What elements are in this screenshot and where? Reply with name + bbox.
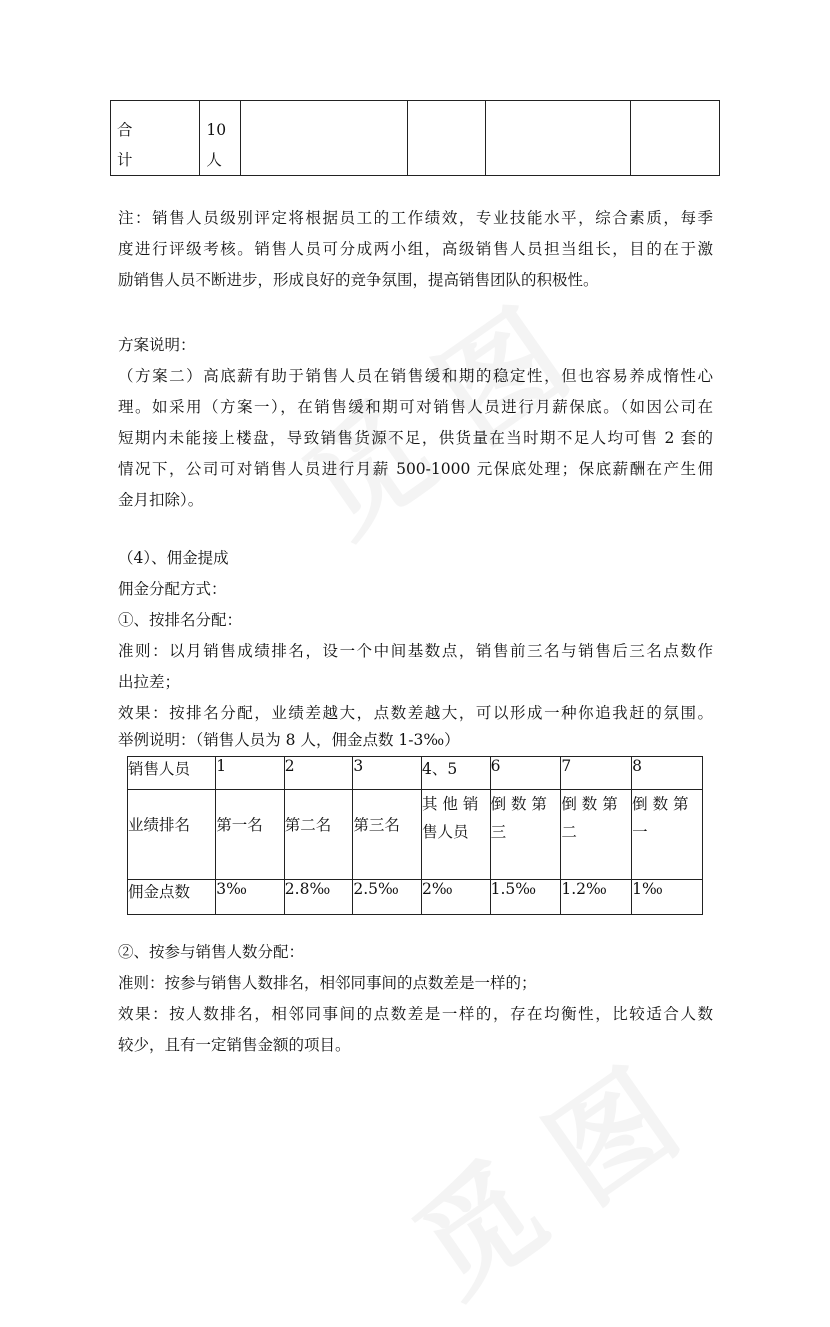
rank-effect: 效果：按排名分配，业绩差越大，点数差越大，可以形成一种你追我赶的氛围。 <box>118 704 713 722</box>
cell-line: 倒 数 第 <box>632 795 689 813</box>
note-paragraph <box>118 203 713 296</box>
table-cell: 3 <box>353 757 422 790</box>
cell-line: 二 <box>561 823 577 841</box>
count-section <box>118 937 713 1061</box>
cell-line: 倒 数 第 <box>490 795 547 813</box>
rank-rule-line: 出拉差； <box>118 673 181 691</box>
table-row <box>111 101 720 176</box>
table-cell <box>200 101 241 176</box>
section-title: （4）、佣金提成 <box>118 549 229 567</box>
cell-line: 三 <box>490 823 507 841</box>
table-cell: 1.5‰ <box>490 880 561 915</box>
cell-line: 一 <box>632 823 648 841</box>
table-cell: 业绩排名 <box>128 790 216 880</box>
table-cell: 2.5‰ <box>353 880 422 915</box>
plan-line: 理。如采用（方案一），在销售缓和期可对销售人员进行月薪保底。（如因公司在 <box>118 398 713 416</box>
plan-line: 情况下，公司可对销售人员进行月薪 500-1000 元保底处理；保底薪酬在产生佣 <box>118 460 713 478</box>
table-cell: 佣金点数 <box>128 880 216 915</box>
table-cell: 2.8‰ <box>284 880 353 915</box>
table-row <box>128 790 703 880</box>
table-cell <box>486 101 631 176</box>
table-cell: 第三名 <box>353 790 422 880</box>
rank-rule-line: 准则：以月销售成绩排名，设一个中间基数点，销售前三名与销售后三名点数作 <box>118 642 713 660</box>
table-cell: 第二名 <box>284 790 353 880</box>
total-count-line1: 10 <box>206 121 227 139</box>
plan-section <box>118 330 713 516</box>
commission-table <box>127 756 703 915</box>
watermark <box>376 1025 705 1327</box>
total-count-line2: 人 <box>206 151 222 169</box>
table-cell <box>561 790 632 880</box>
table-cell: 3‰ <box>216 880 285 915</box>
table-row <box>128 757 703 790</box>
table-cell <box>407 101 485 176</box>
table-cell: 1.2‰ <box>561 880 632 915</box>
plan-line: （方案二）高底薪有助于销售人员在销售缓和期的稳定性，但也容易养成惰性心 <box>118 367 713 385</box>
count-title: ②、按参与销售人数分配： <box>118 943 305 961</box>
note-line: 注：销售人员级别评定将根据员工的工作绩效，专业技能水平，综合素质，每季 <box>118 209 713 227</box>
table-cell: 1 <box>216 757 285 790</box>
count-rule: 准则：按参与销售人数排名，相邻同事间的点数差是一样的； <box>118 974 537 992</box>
table-cell <box>421 790 490 880</box>
commission-section <box>118 543 713 751</box>
plan-line: 短期内未能接上楼盘，导致销售货源不足，供货量在当时期不足人均可售 2 套的 <box>118 429 713 447</box>
note-line: 度进行评级考核。销售人员可分成两小组，高级销售人员担当组长，目的在于激 <box>118 240 713 258</box>
count-effect-line: 效果：按人数排名，相邻同事间的点数差是一样的，存在均衡性，比较适合人数 <box>118 1005 713 1023</box>
table-cell <box>632 790 703 880</box>
table-cell <box>630 101 719 176</box>
count-effect-line: 较少，且有一定销售金额的项目。 <box>118 1036 351 1054</box>
table-cell: 7 <box>561 757 632 790</box>
table-cell <box>241 101 408 176</box>
table-cell: 2 <box>284 757 353 790</box>
summary-table <box>110 100 720 176</box>
plan-line: 金月扣除）。 <box>118 491 204 509</box>
table-cell: 销售人员 <box>128 757 216 790</box>
cell-line: 倒 数 第 <box>561 795 618 813</box>
table-row <box>128 880 703 915</box>
total-label-line2: 计 <box>117 151 133 169</box>
table-cell: 2‰ <box>421 880 490 915</box>
cell-line: 其 他 销 <box>421 795 479 813</box>
method-label: 佣金分配方式： <box>118 580 227 598</box>
table-cell: 4、5 <box>421 757 490 790</box>
cell-line: 售人员 <box>421 823 469 841</box>
table-cell: 8 <box>632 757 703 790</box>
table-cell: 6 <box>490 757 561 790</box>
example-caption: 举例说明：（销售人员为 8 人，佣金点数 1-3‰） <box>118 731 460 749</box>
table-cell <box>490 790 561 880</box>
note-line: 励销售人员不断进步，形成良好的竞争氛围，提高销售团队的积极性。 <box>118 271 599 289</box>
table-cell: 1‰ <box>632 880 703 915</box>
rank-title: ①、按排名分配： <box>118 611 243 629</box>
table-cell: 第一名 <box>216 790 285 880</box>
plan-heading: 方案说明： <box>118 336 196 354</box>
table-cell <box>111 101 200 176</box>
total-label-line1: 合 <box>117 121 133 139</box>
